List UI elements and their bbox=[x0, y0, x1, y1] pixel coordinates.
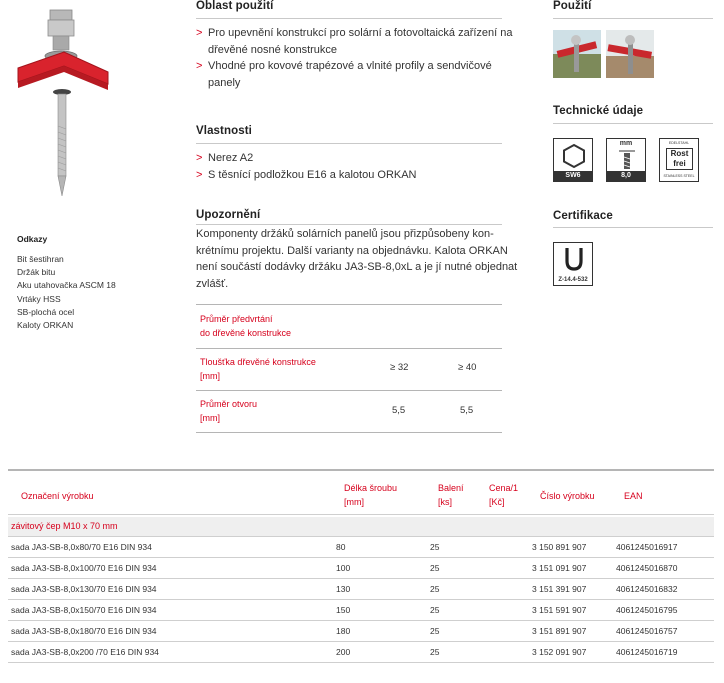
links-list bbox=[17, 253, 116, 332]
spec-label: Tloušťka dřevěné konstrukce [mm] bbox=[200, 357, 316, 381]
divider bbox=[196, 224, 502, 225]
usage-heading: Oblast použití bbox=[196, 0, 274, 12]
arrow-icon: > bbox=[196, 152, 203, 164]
warning-text: Komponenty držáků solárních panelů jsou přizpůsobeny kon-krétnímu projektu. Další varianty na objednávku. Kalota ORKAN není součástí dodávky držáku JA3-SB-8,0xL a je jí nutné objednat zvlášť. bbox=[196, 228, 518, 290]
spec-table bbox=[196, 304, 502, 434]
arrow-icon: > bbox=[196, 27, 203, 39]
table-row[interactable]: sada JA3-SB-8,0x180/70 E16 DIN 934 180 25 3 151 891 907 4061245016757 bbox=[8, 621, 714, 642]
tech-heading: Technické údaje bbox=[553, 105, 644, 117]
properties-heading: Vlastnosti bbox=[196, 125, 252, 137]
properties-list bbox=[196, 150, 516, 183]
cert-heading: Certifikace bbox=[553, 210, 613, 222]
link-item[interactable]: Vrtáky HSS bbox=[17, 293, 61, 304]
property-item: > S těsnící podložkou E16 a kalotou ORKAN bbox=[196, 167, 516, 184]
application-photo-2 bbox=[606, 30, 654, 78]
col-header-length: Délka šroubu [mm] bbox=[344, 483, 398, 507]
link-item[interactable]: Kaloty ORKAN bbox=[17, 320, 74, 331]
divider bbox=[8, 514, 714, 515]
table-row[interactable]: sada JA3-SB-8,0x200 /70 E16 DIN 934 200 25 3 152 091 907 4061245016719 bbox=[8, 642, 714, 663]
divider bbox=[553, 18, 713, 19]
spec-row bbox=[196, 305, 502, 349]
property-item: > Nerez A2 bbox=[196, 150, 516, 167]
col-header-ean: EAN bbox=[624, 491, 643, 501]
link-item[interactable]: SB-plochá ocel bbox=[17, 306, 75, 317]
table-group-row bbox=[8, 517, 714, 537]
divider bbox=[553, 123, 713, 124]
hex-drive-caption: SW6 bbox=[554, 171, 592, 181]
col-header-price: Cena/1 [Kč] bbox=[489, 483, 519, 507]
cert-caption: Z-14.4-532 bbox=[558, 277, 588, 283]
table-row[interactable]: sada JA3-SB-8,0x80/70 E16 DIN 934 80 25 3 150 891 907 4061245016917 bbox=[8, 537, 714, 558]
col-header-name: Označení výrobku bbox=[21, 491, 94, 501]
rostfrei-icon: EDELSTAHL Rost frei STAINLESS STEEL bbox=[659, 138, 699, 182]
spec-row bbox=[196, 391, 502, 433]
arrow-icon: > bbox=[196, 168, 203, 181]
spec-value: 5,5 bbox=[460, 405, 474, 416]
link-item[interactable]: Držák bitu bbox=[17, 267, 56, 278]
warning-heading: Upozornění bbox=[196, 209, 261, 221]
divider bbox=[196, 143, 502, 144]
product-image bbox=[10, 6, 125, 206]
diameter-unit: mm bbox=[619, 140, 633, 147]
diameter-caption: 8,0 bbox=[607, 171, 645, 181]
table-row[interactable]: sada JA3-SB-8,0x100/70 E16 DIN 934 100 25 3 151 091 907 4061245016870 bbox=[8, 558, 714, 579]
table-row[interactable]: sada JA3-SB-8,0x150/70 E16 DIN 934 150 25 3 151 591 907 4061245016795 bbox=[8, 600, 714, 621]
usage-item: > Vhodné pro kovové trapézové a vlnité profily a sendvičové panely bbox=[196, 60, 492, 89]
link-item[interactable]: Bit šestihran bbox=[17, 254, 64, 264]
application-heading: Použití bbox=[553, 0, 592, 12]
col-header-number: Číslo výrobku bbox=[540, 491, 595, 501]
divider bbox=[553, 227, 713, 228]
col-header-pack: Balení [ks] bbox=[438, 483, 464, 507]
application-photo-1 bbox=[553, 30, 601, 78]
u-mark-icon bbox=[553, 242, 593, 286]
screw-diameter-icon bbox=[606, 138, 646, 182]
table-row[interactable]: sada JA3-SB-8,0x130/70 E16 DIN 934 130 25 3 151 391 907 4061245016832 bbox=[8, 579, 714, 600]
spec-row bbox=[196, 349, 502, 391]
spec-label: Průměr otvoru [mm] bbox=[200, 399, 258, 423]
spec-label: Průměr předvrtání do dřevěné konstrukce bbox=[200, 314, 292, 338]
spec-value: ≥ 32 bbox=[390, 362, 409, 373]
usage-item: > Pro upevnění konstrukcí pro solární a fotovoltaická zařízení na dřevěné nosné konstrukce bbox=[196, 27, 513, 56]
group-label: závitový čep M10 x 70 mm bbox=[11, 521, 118, 531]
spec-value: 5,5 bbox=[392, 405, 406, 416]
links-heading: Odkazy bbox=[17, 234, 48, 244]
divider bbox=[196, 18, 502, 19]
link-item[interactable]: Aku utahovačka ASCM 18 bbox=[17, 280, 116, 291]
hex-drive-icon bbox=[553, 138, 593, 182]
spec-value: ≥ 40 bbox=[458, 362, 477, 373]
usage-list bbox=[196, 25, 516, 91]
table-top-rule bbox=[8, 469, 714, 471]
arrow-icon: > bbox=[196, 60, 203, 72]
